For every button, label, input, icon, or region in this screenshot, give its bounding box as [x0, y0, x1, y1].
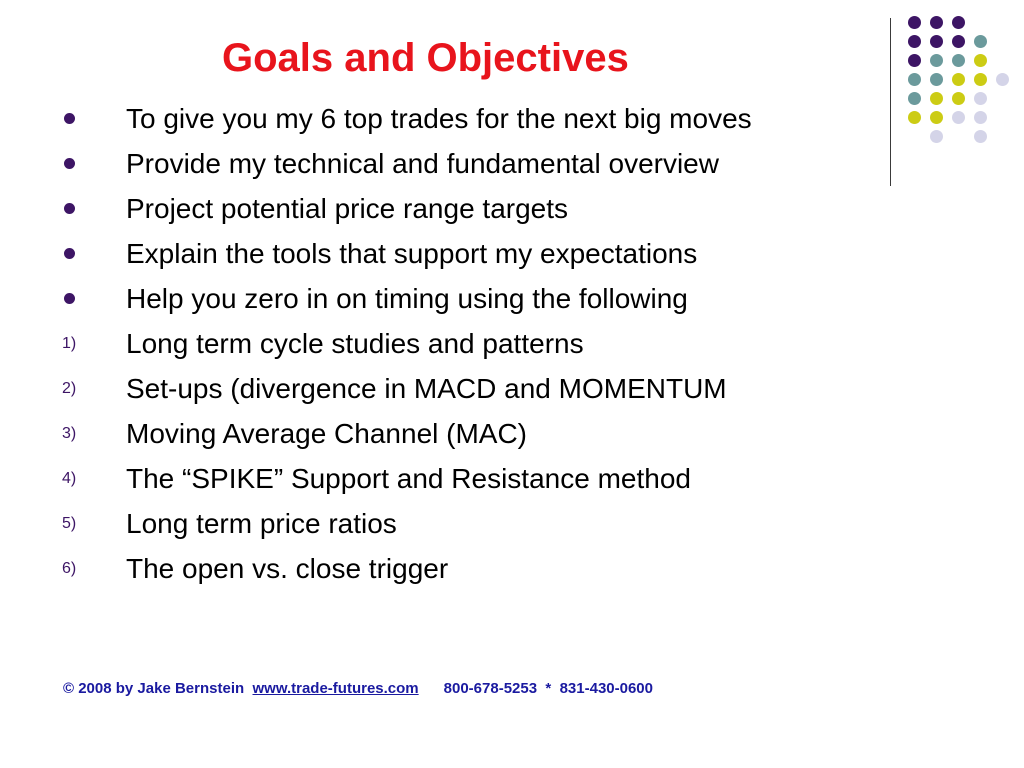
slide-title: Goals and Objectives	[222, 36, 629, 80]
footer-link[interactable]: www.trade-futures.com	[252, 680, 419, 697]
decorative-dot	[952, 54, 965, 67]
decorative-dot	[974, 54, 987, 67]
decorative-dot	[908, 73, 921, 86]
decorative-dot	[952, 111, 965, 124]
bullet-text: Explain the tools that support my expectations	[126, 237, 698, 269]
item-number: 2)	[62, 379, 77, 397]
bullet-item	[0, 141, 900, 186]
bullet-dot-icon	[64, 276, 75, 321]
decorative-dot	[908, 54, 921, 67]
numbered-item	[0, 411, 900, 456]
numbered-text: Long term price ratios	[126, 507, 397, 539]
decorative-dot	[930, 73, 943, 86]
item-number: 6)	[62, 559, 77, 577]
bullet-text: Help you zero in on timing using the following	[126, 282, 688, 314]
bullet-item	[0, 231, 900, 276]
bullet-dot-icon	[64, 231, 75, 276]
numbered-text: Long term cycle studies and patterns	[126, 327, 584, 359]
decorative-dot	[974, 73, 987, 86]
item-number: 3)	[62, 424, 77, 442]
bullet-dot-icon	[64, 141, 75, 186]
bullet-text: To give you my 6 top trades for the next big moves	[126, 102, 752, 134]
decorative-dot	[930, 111, 943, 124]
decorative-dot	[930, 16, 943, 29]
bullet-text: Project potential price range targets	[126, 192, 569, 224]
numbered-item	[0, 321, 900, 366]
bullet-item	[0, 276, 900, 321]
decorative-dot	[930, 130, 943, 143]
decorative-dot	[974, 35, 987, 48]
decorative-dot	[930, 54, 943, 67]
footer-copyright: © 2008 by Jake Bernstein	[63, 680, 245, 697]
objectives-list	[0, 96, 900, 591]
bullet-dot-icon	[64, 186, 75, 231]
numbered-item	[0, 501, 900, 546]
decorative-dot	[930, 35, 943, 48]
footer-phones: 800-678-5253 * 831-430-0600	[443, 680, 653, 697]
numbered-item	[0, 546, 900, 591]
item-number: 1)	[62, 334, 77, 352]
item-number: 5)	[62, 514, 77, 532]
decorative-dot	[908, 92, 921, 105]
bullet-text: Provide my technical and fundamental overview	[126, 147, 719, 179]
numbered-text: Moving Average Channel (MAC)	[126, 417, 528, 449]
numbered-text: The open vs. close trigger	[126, 552, 449, 584]
bullet-dot-icon	[64, 96, 75, 141]
decorative-dot	[952, 92, 965, 105]
decorative-dot	[908, 16, 921, 29]
bullet-item	[0, 186, 900, 231]
decorative-dot	[952, 16, 965, 29]
numbered-item	[0, 366, 900, 411]
decorative-dot	[952, 35, 965, 48]
decorative-dot	[908, 35, 921, 48]
numbered-text: Set-ups (divergence in MACD and MOMENTUM	[126, 372, 727, 404]
decorative-dot	[974, 92, 987, 105]
footer	[63, 681, 653, 696]
decorative-dot	[952, 73, 965, 86]
item-number: 4)	[62, 469, 77, 487]
numbered-text: The “SPIKE” Support and Resistance method	[126, 462, 691, 494]
decorative-dot	[996, 73, 1009, 86]
decorative-dot	[908, 111, 921, 124]
decorative-dot	[930, 92, 943, 105]
decorative-dot	[974, 111, 987, 124]
numbered-item	[0, 456, 900, 501]
bullet-item	[0, 96, 900, 141]
decorative-dot	[974, 130, 987, 143]
